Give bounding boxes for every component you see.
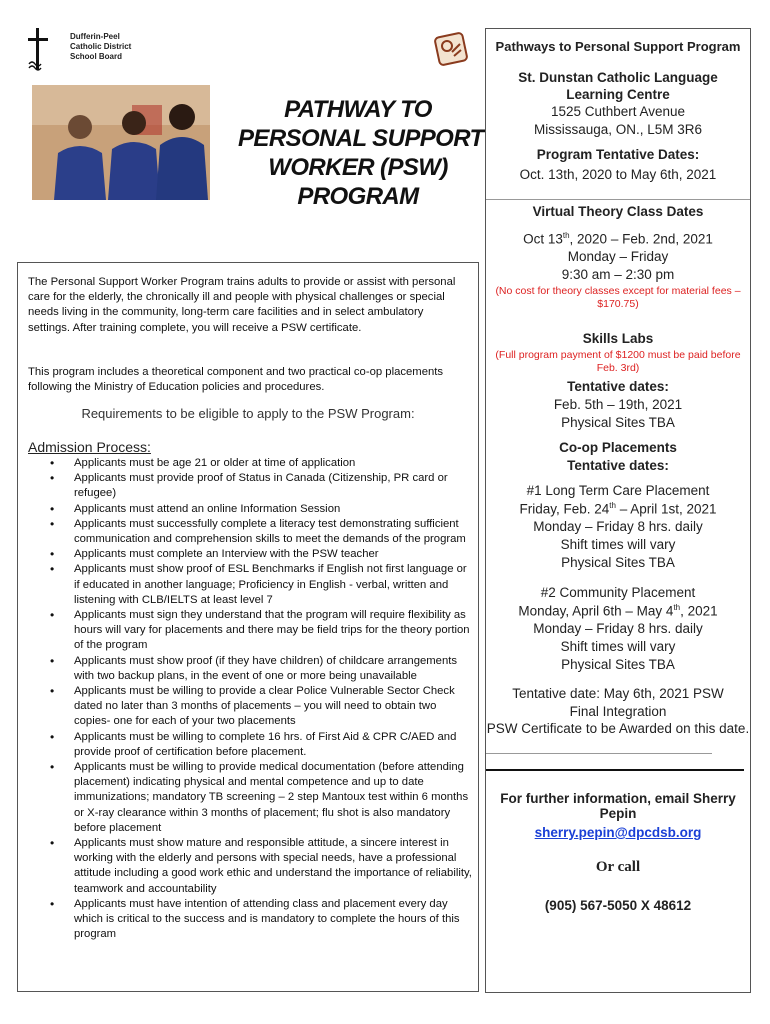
list-item: • Applicants must complete an Interview with the PSW teacher xyxy=(28,547,473,562)
photo-image xyxy=(32,85,210,200)
coop-heading: Co-op Placements xyxy=(559,440,677,455)
placement-1-dates-text-2: – April 1st, 2021 xyxy=(615,501,717,517)
stamp-icon xyxy=(434,32,468,66)
requirements-heading: Requirements to be eligible to apply to the PSW Program: xyxy=(81,406,415,421)
placement-1-title: #1 Long Term Care Placement xyxy=(526,483,710,498)
cross-bar xyxy=(28,38,48,41)
virtual-dates xyxy=(486,231,750,247)
virtual-dates-text: Oct 13 xyxy=(523,231,563,247)
title-line: WORKER (PSW) xyxy=(268,154,448,181)
logo-line: Catholic District xyxy=(70,42,132,51)
placement-1-days: Monday – Friday 8 hrs. daily xyxy=(533,519,703,534)
phone-number: (905) 567-5050 X 48612 xyxy=(544,898,692,913)
email-row xyxy=(486,825,750,840)
skills-dates: Feb. 5th – 19th, 2021 xyxy=(553,397,683,412)
sidebar-title: Pathways to Personal Support Program xyxy=(495,39,741,54)
superscript: th xyxy=(609,501,616,510)
title-line: PERSONAL SUPPORT xyxy=(238,125,484,152)
staff-photo xyxy=(32,85,210,200)
placement-2-dates-text-2: , 2021 xyxy=(680,603,718,619)
intro-paragraph-2: This program includes a theoretical component and two practical co-op placements following the Ministry of Education policies and procedures. xyxy=(28,366,444,394)
requirements-list xyxy=(28,456,473,943)
coop-tentative: Tentative dates: xyxy=(567,458,669,473)
placement-1-dates-text: Friday, Feb. 24 xyxy=(519,501,610,517)
placement-2-dates-text: Monday, April 6th – May 4 xyxy=(518,603,674,619)
address-line-2: Mississauga, ON., L5M 3R6 xyxy=(533,122,703,137)
program-details-box xyxy=(485,28,751,993)
list-item: • Applicants must provide proof of Status in Canada (Citizenship, PR card or refugee) xyxy=(28,471,473,501)
list-item: • Applicants must show proof (if they have children) of childcare arrangements with two backup plans, in the event of one or more being unavailable xyxy=(28,654,473,684)
email-link[interactable]: sherry.pepin@dpcdsb.org xyxy=(534,825,702,840)
placement-2-title: #2 Community Placement xyxy=(540,585,696,600)
list-item: • Applicants must have intention of attending class and placement every day which is critical to the success and is mandatory to complete the hours of this program xyxy=(28,897,473,943)
placement-1-dates xyxy=(486,501,750,517)
virtual-days: Monday – Friday xyxy=(567,249,669,264)
placement-2-dates xyxy=(486,603,750,619)
logo-line: School Board xyxy=(70,52,123,61)
virtual-note: (No cost for theory classes except for material fees – $170.75) xyxy=(495,285,741,310)
list-item: • Applicants must be willing to complete 16 hrs. of First Aid & CPR C/AED and provide proof of certification before placement. xyxy=(28,730,473,760)
list-item: • Applicants must show proof of ESL Benchmarks if English not first language or if educated in another language; Proficiency in English - verbal, written and listening with CLB/IELTS at least level 7 xyxy=(28,562,473,608)
info-text: For further information, email Sherry Pepin xyxy=(500,791,736,821)
logo-text xyxy=(70,32,131,62)
placement-2-shift: Shift times will vary xyxy=(560,639,676,654)
skills-heading: Skills Labs xyxy=(582,331,654,346)
skills-sites: Physical Sites TBA xyxy=(561,415,675,430)
list-item: • Applicants must sign they understand that the program will require flexibility as hours will vary for placements and there may be field trips for the theory portion of the program xyxy=(28,608,473,654)
list-item: • Applicants must be age 21 or older at time of application xyxy=(28,456,473,471)
certificate-note: PSW Certificate to be Awarded on this date. xyxy=(486,721,750,736)
or-call: Or call xyxy=(595,859,641,875)
list-item: • Applicants must successfully complete a literacy test demonstrating sufficient communication and comprehension skills to meet the demands of the program xyxy=(28,517,473,547)
list-item: • Applicants must be willing to provide medical documentation (before attending placement) indicating physical and mental competence and up to date immunizations; mandatory TB screening – 2 step Mantoux test within 6 months or X-ray clearance within 3 months of placement; flu shot is also mandatory before placement xyxy=(28,760,473,836)
placement-2-sites: Physical Sites TBA xyxy=(561,657,675,672)
virtual-time: 9:30 am – 2:30 pm xyxy=(561,267,675,282)
virtual-dates-text-2: , 2020 – Feb. 2nd, 2021 xyxy=(569,231,713,247)
final-integration: Tentative date: May 6th, 2021 PSW Final Integration xyxy=(512,686,724,719)
program-description-box xyxy=(17,262,479,992)
placement-1-sites: Physical Sites TBA xyxy=(561,555,675,570)
admission-heading: Admission Process: xyxy=(28,439,151,455)
superscript: th xyxy=(562,231,570,240)
centre-name: St. Dunstan Catholic Language Learning Centre xyxy=(518,70,718,102)
intro-paragraph: The Personal Support Worker Program trains adults to provide or assist with personal care for the elderly, the chronically ill and people with physical challenges or special needs living in the community, long-term care facilities and in select ambulatory settings. After training complete, you will receive a PSW certificate. xyxy=(28,276,456,334)
divider-thick xyxy=(486,769,744,771)
title-line: PROGRAM xyxy=(297,183,419,210)
logo-line: Dufferin-Peel xyxy=(70,32,120,41)
school-board-logo xyxy=(28,28,138,76)
program-dates-heading: Program Tentative Dates: xyxy=(536,147,700,162)
divider xyxy=(486,199,750,200)
title-line: PATHWAY TO xyxy=(284,96,432,123)
list-item: • Applicants must show mature and responsible attitude, a sincere interest in working with the elderly and persons with special needs, have a professional attitude including a good work ethic and understand the importance of reliability, teamwork and accountability xyxy=(28,836,473,897)
list-item: • Applicants must be willing to provide a clear Police Vulnerable Sector Check dated no later than 3 months of placements – you will need to obtain two copies- one for each of your two placements xyxy=(28,684,473,730)
page-title xyxy=(238,95,484,211)
placement-1-shift: Shift times will vary xyxy=(560,537,676,552)
list-item: • Applicants must attend an online Information Session xyxy=(28,502,473,517)
wave-icon xyxy=(28,58,42,72)
superscript: th xyxy=(673,603,681,612)
address-line-1: 1525 Cuthbert Avenue xyxy=(550,104,686,119)
divider xyxy=(486,753,712,754)
skills-tentative: Tentative dates: xyxy=(567,379,669,394)
placement-2-days: Monday – Friday 8 hrs. daily xyxy=(533,621,703,636)
virtual-heading: Virtual Theory Class Dates xyxy=(532,204,704,219)
program-dates: Oct. 13th, 2020 to May 6th, 2021 xyxy=(519,167,717,182)
skills-note: (Full program payment of $1200 must be paid before Feb. 3rd) xyxy=(495,349,741,374)
